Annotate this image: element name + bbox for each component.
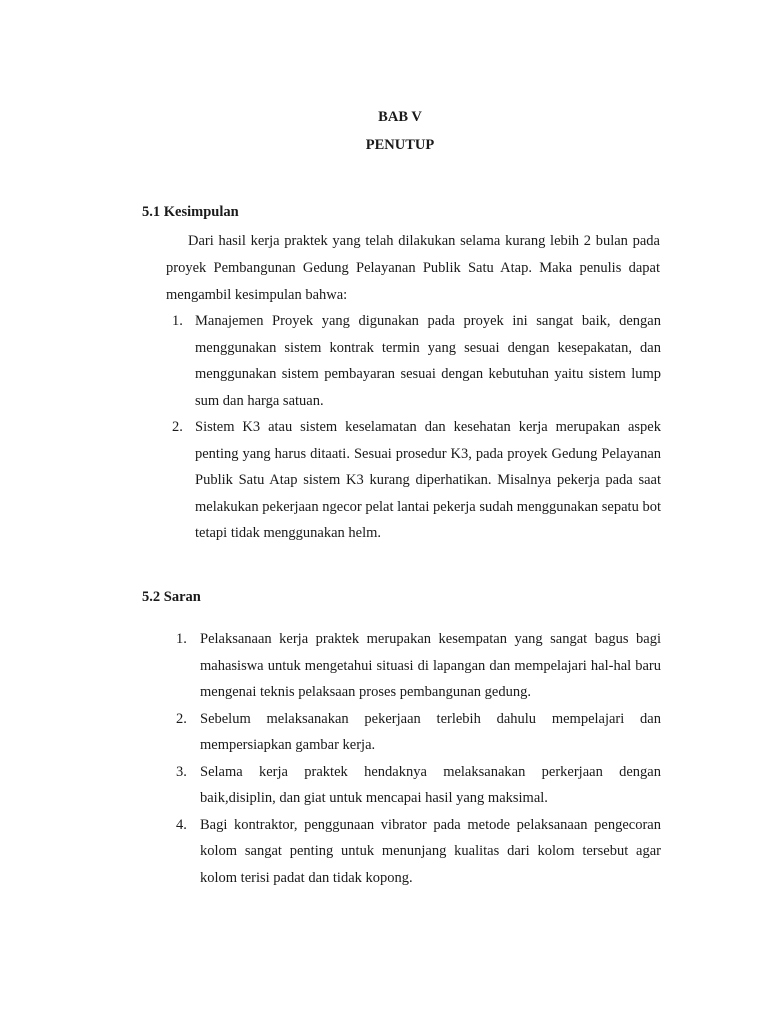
list-item-number: 1. [176,631,187,647]
kesimpulan-intro-paragraph: Dari hasil kerja praktek yang telah dilakukan selama kurang lebih 2 bulan pada proyek Pembangunan Gedung Pelayanan Publik Satu Atap. Maka penulis dapat mengambil kesimpulan bahwa: [166,233,660,303]
list-item [172,414,661,547]
chapter-label: BAB V [378,109,422,125]
list-item [176,812,661,892]
list-item [176,626,661,706]
list-item-text: Sistem K3 atau sistem keselamatan dan kesehatan kerja merupakan aspek penting yang harus ditaati. Sesuai prosedur K3, pada proyek Gedung Pelayanan Publik Satu Atap sistem K3 kurang diperhatikan. Misalnya pekerja pada saat melakukan pekerjaan ngecor pelat lantai pekerja sudah menggunakan sepatu bot tetapi tidak menggunakan helm. [195,419,661,541]
list-item-text: Bagi kontraktor, penggunaan vibrator pada metode pelaksanaan pengecoran kolom sangat penting untuk menunjang kualitas dari kolom tersebut agar kolom terisi padat dan tidak kopong. [200,816,661,886]
section-heading-kesimpulan: 5.1 Kesimpulan [142,204,239,220]
saran-list [176,626,661,891]
list-item-number: 2. [172,419,183,435]
chapter-title: PENUTUP [365,137,435,153]
list-item [172,308,661,414]
section-heading-saran: 5.2 Saran [142,589,201,605]
list-item-number: 2. [176,710,187,727]
list-item [176,759,661,812]
list-item-text: Pelaksanaan kerja praktek merupakan kesempatan yang sangat bagus bagi mahasiswa untuk mengetahui situasi di lapangan dan mempelajari hal-hal baru mengenai teknis pelaksaan proses pembangunan gedung. [200,631,661,700]
list-item [176,706,661,759]
list-item-number: 1. [172,313,183,329]
list-item-text: Selama kerja praktek hendaknya melaksanakan perkerjaan dengan baik,disiplin, dan giat untuk mencapai hasil yang maksimal. [200,763,661,806]
list-item-number: 4. [176,816,187,833]
list-item-text: Sebelum melaksanakan pekerjaan terlebih dahulu mempelajari dan mempersiapkan gambar kerja. [200,710,661,753]
list-item-number: 3. [176,763,187,780]
list-item-text: Manajemen Proyek yang digunakan pada proyek ini sangat baik, dengan menggunakan sistem kontrak termin yang sesuai dengan kesepakatan, dan menggunakan sistem pembayaran sesuai dengan kebutuhan yaitu sistem lump sum dan harga satuan. [195,313,661,409]
kesimpulan-list [172,308,661,547]
